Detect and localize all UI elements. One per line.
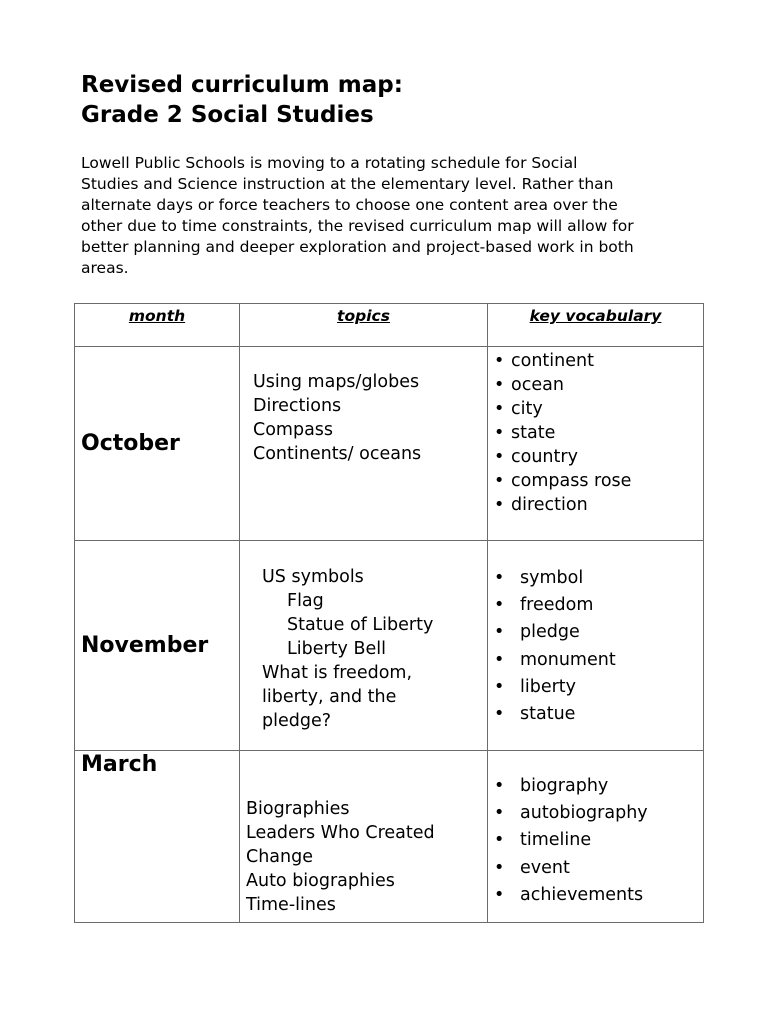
vocab-item: • continent [494,349,703,373]
month-label: March [81,752,158,777]
vocab-cell [488,347,704,541]
vocab-item: • freedom [494,592,703,619]
vocab-item: • biography [494,773,703,800]
topic-item: pledge? [262,711,332,731]
table-row [75,347,704,541]
intro-line: other due to time constraints, the revised curriculum map will allow for [81,217,634,235]
vocab-item: • direction [494,493,703,517]
title-line: Grade 2 Social Studies [81,102,374,128]
vocab-item: • statue [494,701,703,728]
table-row [75,541,704,751]
page-title [81,70,403,130]
header-topics: topics [240,304,488,347]
month-label: October [81,431,180,456]
topic-item: Statue of Liberty [287,615,434,635]
intro-line: areas. [81,259,129,277]
vocab-item: • event [494,855,703,882]
month-cell [75,751,240,923]
topic-item: What is freedom, [262,663,413,683]
topics-cell [240,541,488,751]
intro-line: Studies and Science instruction at the elementary level. Rather than [81,175,614,193]
topics-list [262,565,487,733]
intro-paragraph [81,153,721,279]
topics-cell [240,751,488,923]
topic-item: Using maps/globes [253,372,420,392]
vocab-item: • compass rose [494,469,703,493]
intro-line: alternate days or force teachers to choose one content area over the [81,196,618,214]
vocab-item: • ocean [494,373,703,397]
topic-item: Time-lines [246,895,336,915]
topic-item: Directions [253,396,342,416]
vocab-item: • timeline [494,827,703,854]
vocab-list [488,565,703,728]
vocab-item: • symbol [494,565,703,592]
vocab-cell [488,751,704,923]
header-key-vocabulary: key vocabulary [488,304,704,347]
vocab-list [488,773,703,909]
topic-item: Liberty Bell [287,639,386,659]
vocab-item: • monument [494,647,703,674]
curriculum-table [74,303,704,923]
vocab-list [488,347,703,517]
topic-item: Continents/ oceans [253,444,422,464]
vocab-item: • autobiography [494,800,703,827]
vocab-item: • city [494,397,703,421]
month-cell [75,541,240,751]
vocab-cell [488,541,704,751]
title-line: Revised curriculum map: [81,72,403,98]
month-label: November [81,633,209,658]
topic-item: Biographies [246,799,350,819]
topics-cell [240,347,488,541]
vocab-item: • achievements [494,882,703,909]
vocab-item: • country [494,445,703,469]
topic-item: Change [246,847,314,867]
table-row [75,751,704,923]
topic-item: Flag [287,591,324,611]
intro-line: Lowell Public Schools is moving to a rotating schedule for Social [81,154,578,172]
vocab-item: • pledge [494,619,703,646]
topics-list [253,370,487,466]
topics-list [246,797,487,917]
topic-item: Leaders Who Created [246,823,435,843]
month-cell [75,347,240,541]
vocab-item: • liberty [494,674,703,701]
topic-item: liberty, and the [262,687,397,707]
vocab-item: • state [494,421,703,445]
table-header-row [75,304,704,347]
header-month: month [75,304,240,347]
topic-item: Compass [253,420,334,440]
topic-item: US symbols [262,567,364,587]
topic-item: Auto biographies [246,871,395,891]
intro-line: better planning and deeper exploration and project-based work in both [81,238,634,256]
